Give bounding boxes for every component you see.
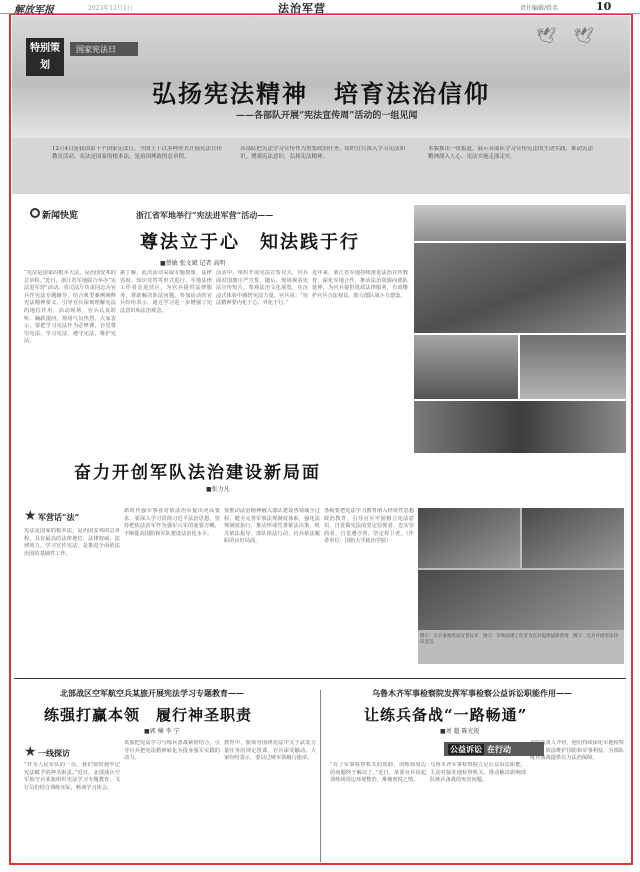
s1-headline: 尊法立于心 知法践于行 xyxy=(140,232,360,253)
intro-block xyxy=(12,138,630,194)
s3-label: 一线探访 xyxy=(38,748,70,758)
page-number: 10 xyxy=(596,0,612,13)
masthead xyxy=(0,0,640,14)
s2-col-d: 各级要把宪法学习教育纳入经常性思想政治教育，引导官兵牢固树立宪法意识，自觉做宪法的坚定信仰者、忠实崇尚者、自觉遵守者、坚定捍卫者。（作者单位：国防大学政治学院） xyxy=(324,508,414,545)
s1-photo-right xyxy=(520,333,626,399)
dove-icon: 🕊 🕊 xyxy=(536,26,600,45)
s3-col-a: “作为人民军队的一员，我们要时刻牢记宪法赋予的神圣职责。”近日，北部战区空军航空兵某旅组织宪法学习专题教育，飞行员们结合训练实际，畅谈学习体会。 xyxy=(24,762,120,791)
s2-photo-3 xyxy=(418,570,624,630)
s1-photo-left xyxy=(414,333,520,399)
s1-photo-top xyxy=(414,205,626,243)
star-icon: ★ xyxy=(24,744,37,760)
divider xyxy=(14,678,626,679)
public-interest-badge-box: 公益诉讼 xyxy=(450,744,482,754)
s3-col-b: 该旅把宪法学习与练兵备战紧密结合，引导官兵把宪法精神转化为投身强军实践的动力。 xyxy=(124,740,220,762)
s4-col-b: 乌鲁木齐军事检察院立足公益诉讼职能，主动对接驻地检察机关，推动解决影响部队练兵备战的突出问题。 xyxy=(430,762,526,784)
banner-title: 弘扬宪法精神 培育法治信仰 xyxy=(152,79,490,108)
s2-byline: ■张力凡 xyxy=(206,486,230,493)
s1-photo-bottom xyxy=(414,399,626,453)
s4-col-a: “有了军事检察机关的帮助，训练场周边的问题终于解决了。”近日，某部官兵说起训练场周边环境整治，难掩喜悦之情。 xyxy=(330,762,426,784)
s2-col-a: 宪法是国家的根本法，是治国安邦的总章程，具有最高的法律地位、法律权威、法律效力。学习宣传宪法，是推进全面依法治国的基础性工作。 xyxy=(24,528,120,557)
s3-headline: 练强打赢本领 履行神圣职责 xyxy=(44,706,253,724)
news-label: 新闻快览 xyxy=(42,211,79,221)
public-interest-badge-text: 在行动 xyxy=(487,744,511,754)
s4-headline: 让练兵备战“一路畅通” xyxy=(364,706,528,724)
s2-photo-1 xyxy=(418,508,520,568)
s2-photo-2 xyxy=(522,508,624,568)
star-icon: ★ xyxy=(24,508,37,524)
editor-credit: 责任编辑/姓名 xyxy=(520,5,559,12)
column-rule xyxy=(320,690,321,862)
section-name: 法治军营 xyxy=(278,2,326,15)
s2-col-b: 新时代强军事业对依法治军提出更高要求。要深入学习贯彻习近平法治思想，坚持把依法治军作为强军兴军的重要方略，不断提高国防和军队建设法治化水平。 xyxy=(124,508,220,537)
intro-col-2: 各部队把宪法学习宣传作为重要政治任务，组织官兵深入学习宪法知识，增强宪法意识，弘扬宪法精神。 xyxy=(240,146,406,160)
s2-photo-grid xyxy=(418,508,624,664)
issue-date: 2023年12月1日 xyxy=(88,5,133,12)
s2-col-c: 要推动法治精神融入部队建设各领域全过程，健全完善军事法规制度体系，强化法规制度执行，推动形成党委依法决策、机关依法指导、部队依法行动、官兵依法履职的良好局面。 xyxy=(224,508,320,545)
banner-subtitle: ——各部队开展“宪法宣传周”活动的一组见闻 xyxy=(236,111,418,121)
special-feature-tag: 特别策划 xyxy=(26,38,64,76)
s3-col-c: 教育中，旅领导围绕宪法中关于武装力量任务的规定授课，官兵深受触动。大家纷纷表示，要以过硬本领履行使命。 xyxy=(224,740,316,762)
s1-byline: ■蔡敏 张文斌 记者 高明 xyxy=(160,260,226,267)
paper-name: 解放军报 xyxy=(14,5,54,16)
constitution-day-tag: 国家宪法日 xyxy=(70,42,138,56)
intro-col-1: 12月4日是我国第十个国家宪法日，全国上下以多种形式开展宪法宣传教育活动。宪法是国家的根本法，是治国理政的总章程。 xyxy=(52,146,222,160)
s2-headline: 奋力开创军队法治建设新局面 xyxy=(74,463,321,483)
s3-kicker: 北部战区空军航空兵某旅开展宪法学习专题教育—— xyxy=(60,688,244,698)
s2-photo-caption: 图①：官兵参加宪法宣誓仪式 图②：军地法律工作者为官兵提供法律咨询 图③：官兵开展宪法知识竞答 xyxy=(420,634,618,645)
s1-col-d: 近年来，浙江省军地持续推进法治宣传教育，深化军地合作，推动法治资源向部队延伸，为官兵提供优质法律服务，有效维护官兵合法权益，助力部队战斗力建设。 xyxy=(312,270,408,299)
s3-byline: ■郭 楠 李 宁 xyxy=(144,728,180,735)
s4-byline: ■刘 超 陈光锐 xyxy=(440,728,480,735)
s4-col-c: 该院负责人介绍，他们持续深化军地检察协作，依法维护国防和军事利益，为部队练兵备战提供有力法治保障。 xyxy=(530,740,624,762)
s1-col-b: 据了解，此次活动采取专题授课、法律咨询、知识竞答等形式进行。军地法律工作者走进营区，为官兵提供法律服务，帮助解决涉法问题。参加活动的官兵纷纷表示，通过学习进一步增强了宪法意识和法治观念。 xyxy=(120,270,212,314)
news-icon xyxy=(30,208,40,218)
s2-kicker: 军营话“法” xyxy=(38,512,80,522)
s1-photo-collage xyxy=(414,205,626,453)
intro-col-3: 本版推出一组报道，展示各部队学习宣传宪法的生动实践，推动宪法精神深入人心、宪法实施走深走实。 xyxy=(428,146,594,160)
s1-col-a: “宪法是国家的根本大法，是治国安邦的总章程。”近日，浙江省军地联合举办“宪法进军营”活动。省司法厅负责同志为官兵作宪法专题辅导，结合典型案例阐释宪法精神要义，引导官兵深刻理解宪法的地位作用。活动现场，官兵认真聆听、踊跃提问，现场气氛热烈。大家表示，要把学习宪法作为必修课，自觉尊崇宪法、学习宪法、遵守宪法、维护宪法。 xyxy=(24,270,116,345)
s1-col-c: 活动中，组织开展宪法宣誓仪式，官兵面对国旗庄严宣誓。随后，现场观看宪法宣传短片，参观法治文化展览，在沉浸式体验中感悟宪法力量。官兵说：“宪法精神要内化于心、外化于行。” xyxy=(216,270,308,307)
s4-kicker: 乌鲁木齐军事检察院发挥军事检察公益诉讼职能作用—— xyxy=(372,688,572,698)
feature-banner xyxy=(12,16,630,138)
public-interest-badge xyxy=(444,742,544,756)
s1-kicker: 浙江省军地举行“宪法进军营”活动—— xyxy=(136,210,274,220)
